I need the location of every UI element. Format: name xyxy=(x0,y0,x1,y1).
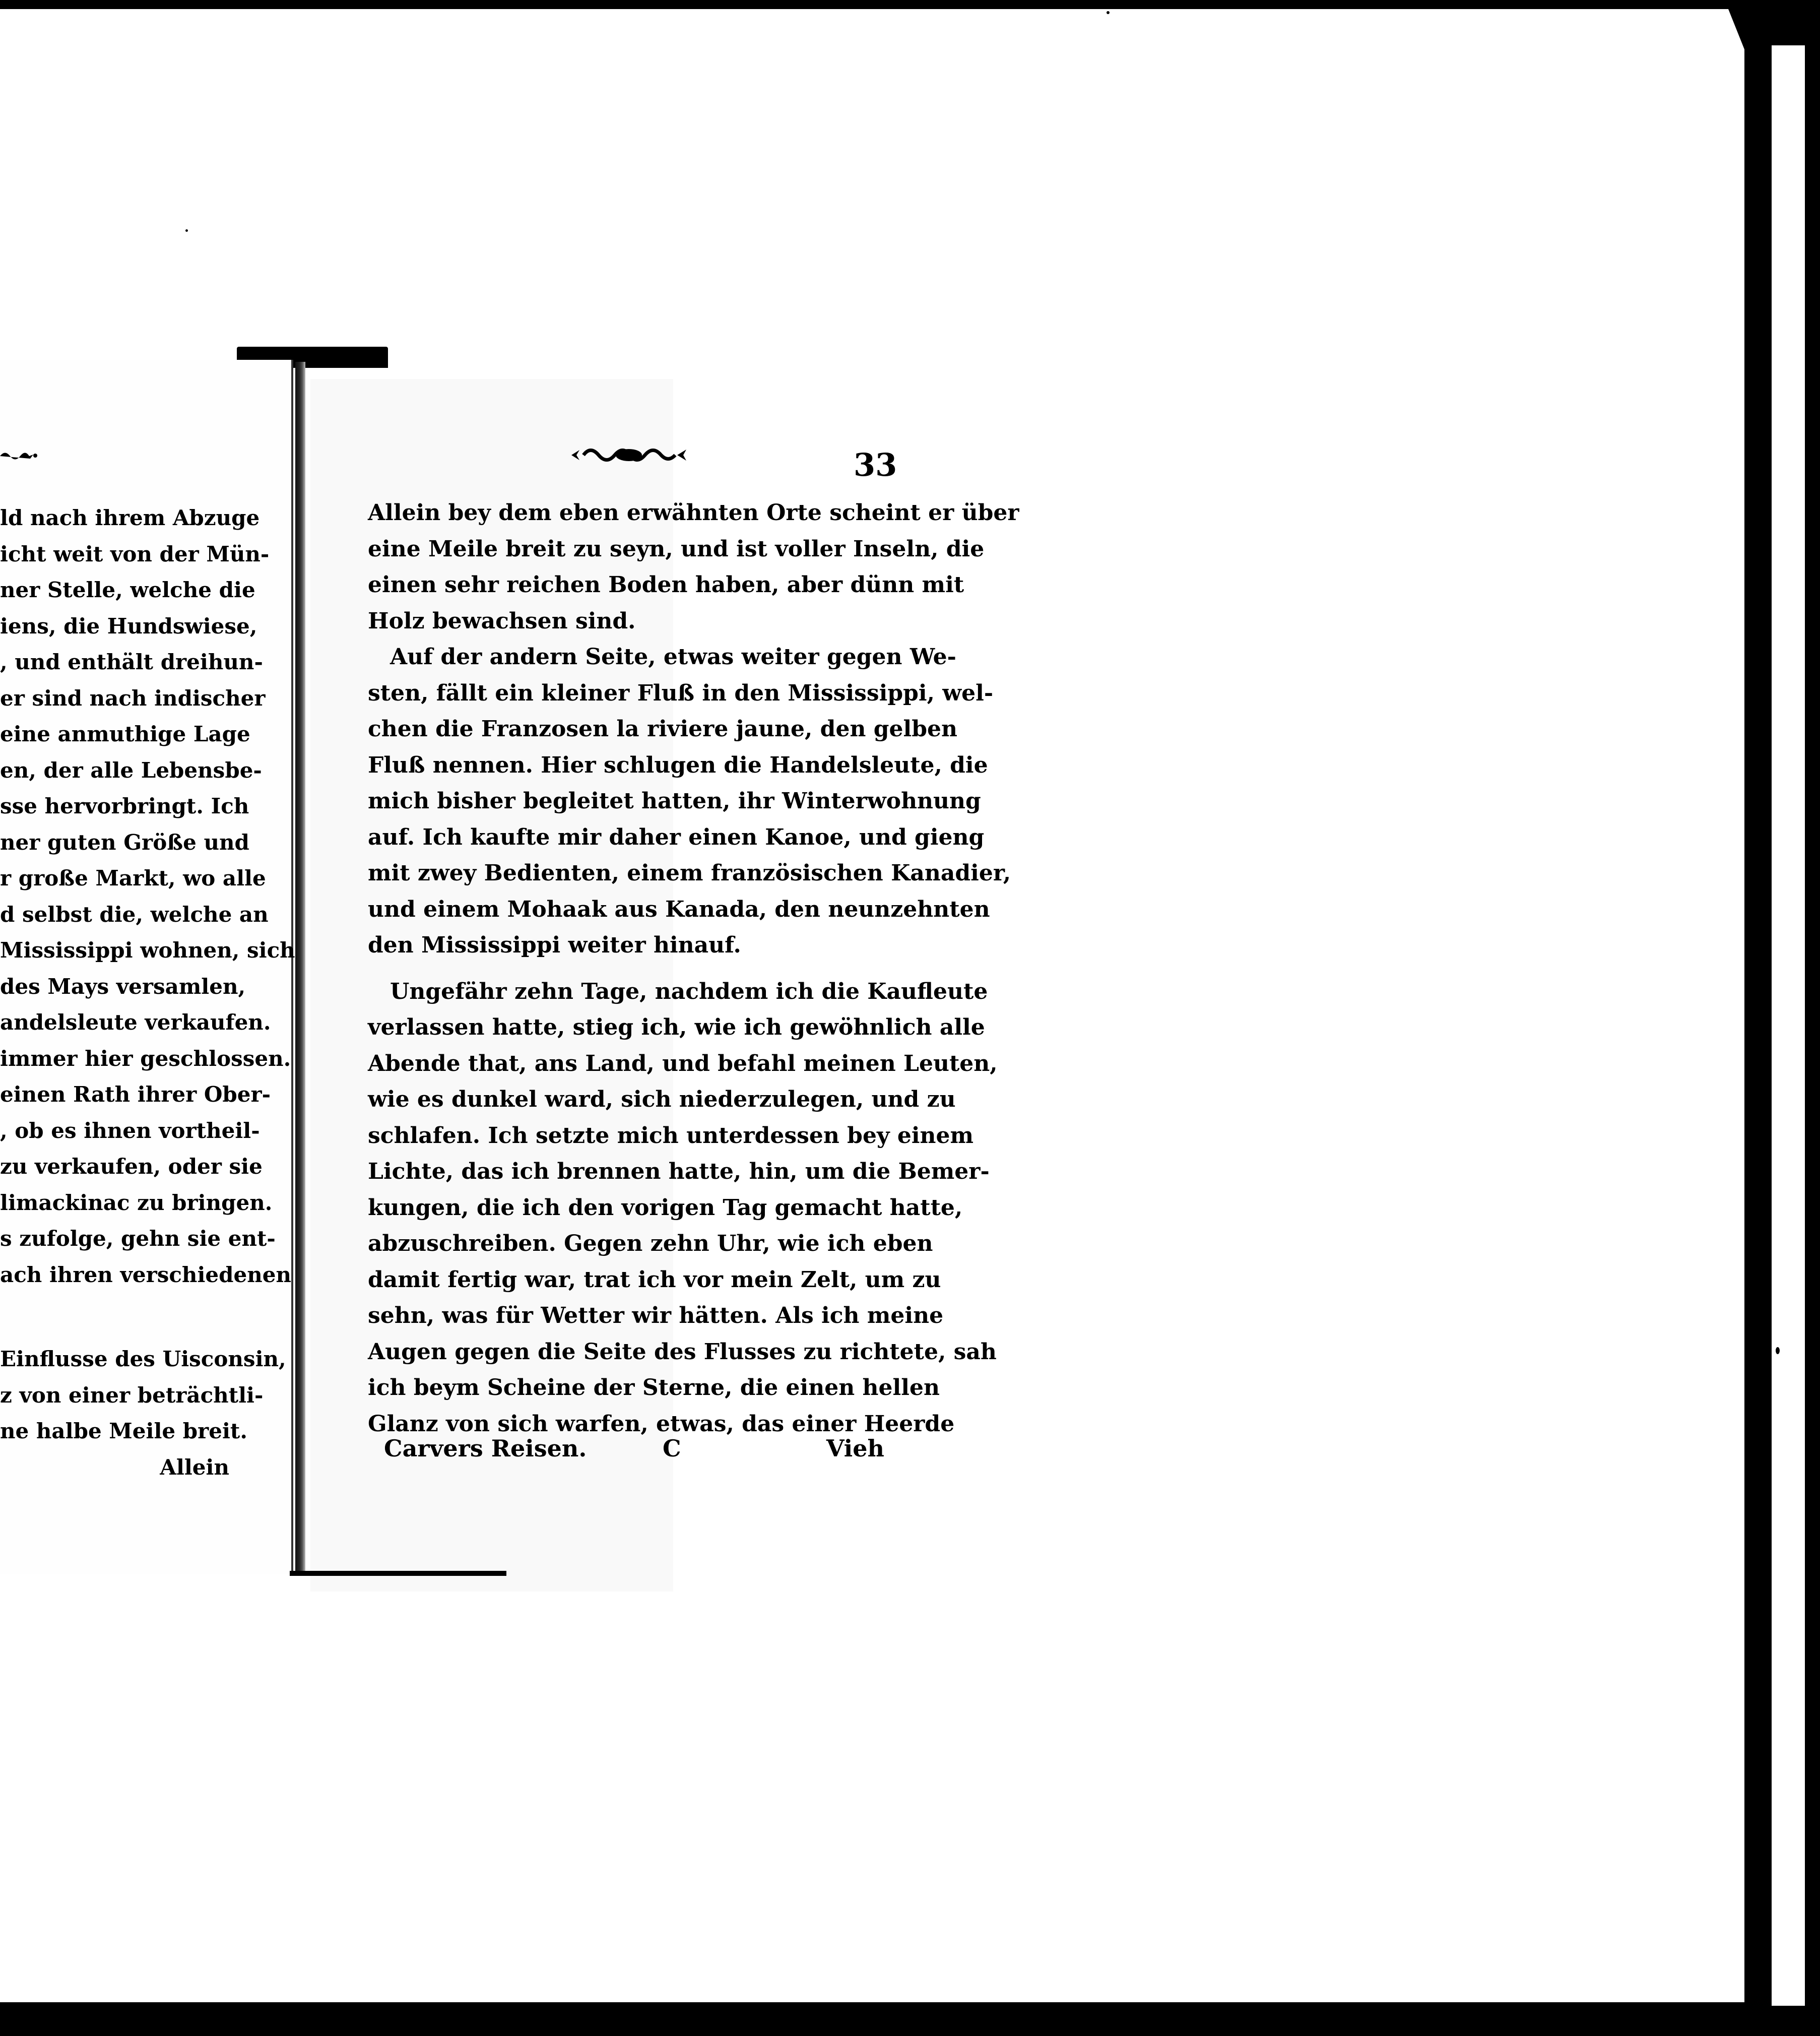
left-page-text xyxy=(0,500,295,1485)
right-page-text xyxy=(368,495,1019,1442)
text-line: sse hervorbringt. Ich xyxy=(0,794,249,818)
text-line: d selbst die, welche an xyxy=(0,902,269,927)
text-line: schlafen. Ich setzte mich unterdessen bey einem xyxy=(368,1122,974,1149)
text-line: ner Stelle, welche die xyxy=(0,578,255,602)
text-line: eine Meile breit zu seyn, und ist voller Inseln, die xyxy=(368,536,985,562)
text-line: kungen, die ich den vorigen Tag gemacht hatte, xyxy=(368,1194,963,1221)
text-line: chen die Franzosen la riviere jaune, den gelben xyxy=(368,716,957,742)
text-line: Lichte, das ich brennen hatte, hin, um die Bemer- xyxy=(368,1159,990,1184)
paragraph-gap xyxy=(368,964,884,974)
text-line: Holz bewachsen sind. xyxy=(368,608,636,634)
text-line: des Mays versamlen, xyxy=(0,974,246,999)
speck xyxy=(1107,11,1110,14)
text-line: ich beym Scheine der Sterne, die einen hellen xyxy=(368,1375,940,1401)
text-line: verlassen hatte, stieg ich, wie ich gewöhnlich alle xyxy=(368,1014,985,1040)
text-line: z von einer beträchtli- xyxy=(0,1382,264,1408)
text-line: en, der alle Lebensbe- xyxy=(0,757,262,783)
running-title: Carvers Reisen. xyxy=(384,1435,587,1462)
spine-base xyxy=(290,1571,506,1576)
text-line: und einem Mohaak aus Kanada, den neunzehnten xyxy=(368,896,990,922)
text-line: ld nach ihrem Abzuge xyxy=(0,505,260,530)
text-line: sehn, was für Wetter wir hätten. Als ich meine xyxy=(368,1303,944,1328)
text-line: einen sehr reichen Boden haben, aber dünn mit xyxy=(368,572,964,598)
text-line: andelsleute verkaufen. xyxy=(0,1010,271,1035)
book-spine xyxy=(295,362,305,1575)
text-line: r große Markt, wo alle xyxy=(0,866,266,890)
text-line: Ungefähr zehn Tage, nachdem ich die Kaufleute xyxy=(390,978,988,1004)
text-line: damit fertig war, trat ich vor mein Zelt, um zu xyxy=(368,1266,941,1293)
text-line: er sind nach indischer xyxy=(0,685,266,711)
signature-mark: C xyxy=(663,1435,681,1462)
text-line: immer hier geschlossen. xyxy=(0,1046,291,1071)
text-line: , und enthält dreihun- xyxy=(0,650,263,674)
text-line: Abende that, ans Land, und befahl meinen Leuten, xyxy=(368,1050,998,1076)
text-line: wie es dunkel ward, sich niederzulegen, und zu xyxy=(368,1087,956,1112)
page-number: 33 xyxy=(854,447,897,483)
text-line: iens, die Hundswiese, xyxy=(0,613,257,639)
text-line: zu verkaufen, oder sie xyxy=(0,1154,263,1179)
text-line: Mississippi wohnen, sich xyxy=(0,938,295,963)
speck xyxy=(185,229,188,232)
text-line: Fluß nennen. Hier schlugen die Handelsleute, die xyxy=(368,752,988,778)
text-line: mit zwey Bedienten, einem französischen Kanadier, xyxy=(368,860,1011,886)
left-catchword: Allein xyxy=(160,1454,229,1480)
text-line: Auf der andern Seite, etwas weiter gegen We- xyxy=(390,644,956,670)
text-line: ne halbe Meile breit. xyxy=(0,1419,247,1443)
text-line: icht weit von der Mün- xyxy=(0,541,270,566)
text-line: ach ihren verschiedenen xyxy=(0,1262,292,1287)
text-line: einen Rath ihrer Ober- xyxy=(0,1082,271,1107)
catchword: Vieh xyxy=(826,1435,884,1462)
text-line: mich bisher begleitet hatten, ihr Winterwohnung xyxy=(368,788,981,814)
text-line: Glanz von sich warfen, etwas, das einer Heerde xyxy=(368,1411,955,1437)
text-line: , ob es ihnen vortheil- xyxy=(0,1118,260,1143)
text-line: Augen gegen die Seite des Flusses zu richtete, sah xyxy=(368,1339,997,1365)
right-border-strip xyxy=(1753,0,1820,2036)
text-line: auf. Ich kaufte mir daher einen Kanoe, und gieng xyxy=(368,824,985,850)
text-line: s zufolge, gehn sie ent- xyxy=(0,1226,276,1251)
text-line: Einflusse des Uisconsin, xyxy=(0,1347,286,1371)
text-line: den Mississippi weiter hinauf. xyxy=(368,932,741,958)
text-line: limackinac zu bringen. xyxy=(0,1190,273,1215)
adjacent-page-edge xyxy=(1772,45,1805,2006)
left-ornament-icon xyxy=(0,443,40,469)
text-line: sten, fällt ein kleiner Fluß in den Mississippi, wel- xyxy=(368,680,994,706)
page-footer xyxy=(384,1435,884,1471)
text-line: eine anmuthige Lage xyxy=(0,722,250,746)
text-line: Allein bey dem eben erwähnten Orte scheint er über xyxy=(368,500,1019,526)
text-line: abzuschreiben. Gegen zehn Uhr, wie ich eben xyxy=(368,1231,933,1256)
text-line: ner guten Größe und xyxy=(0,830,249,855)
paragraph-gap xyxy=(0,1293,229,1341)
speck xyxy=(1776,1347,1780,1354)
headpiece-ornament-icon xyxy=(569,442,690,468)
